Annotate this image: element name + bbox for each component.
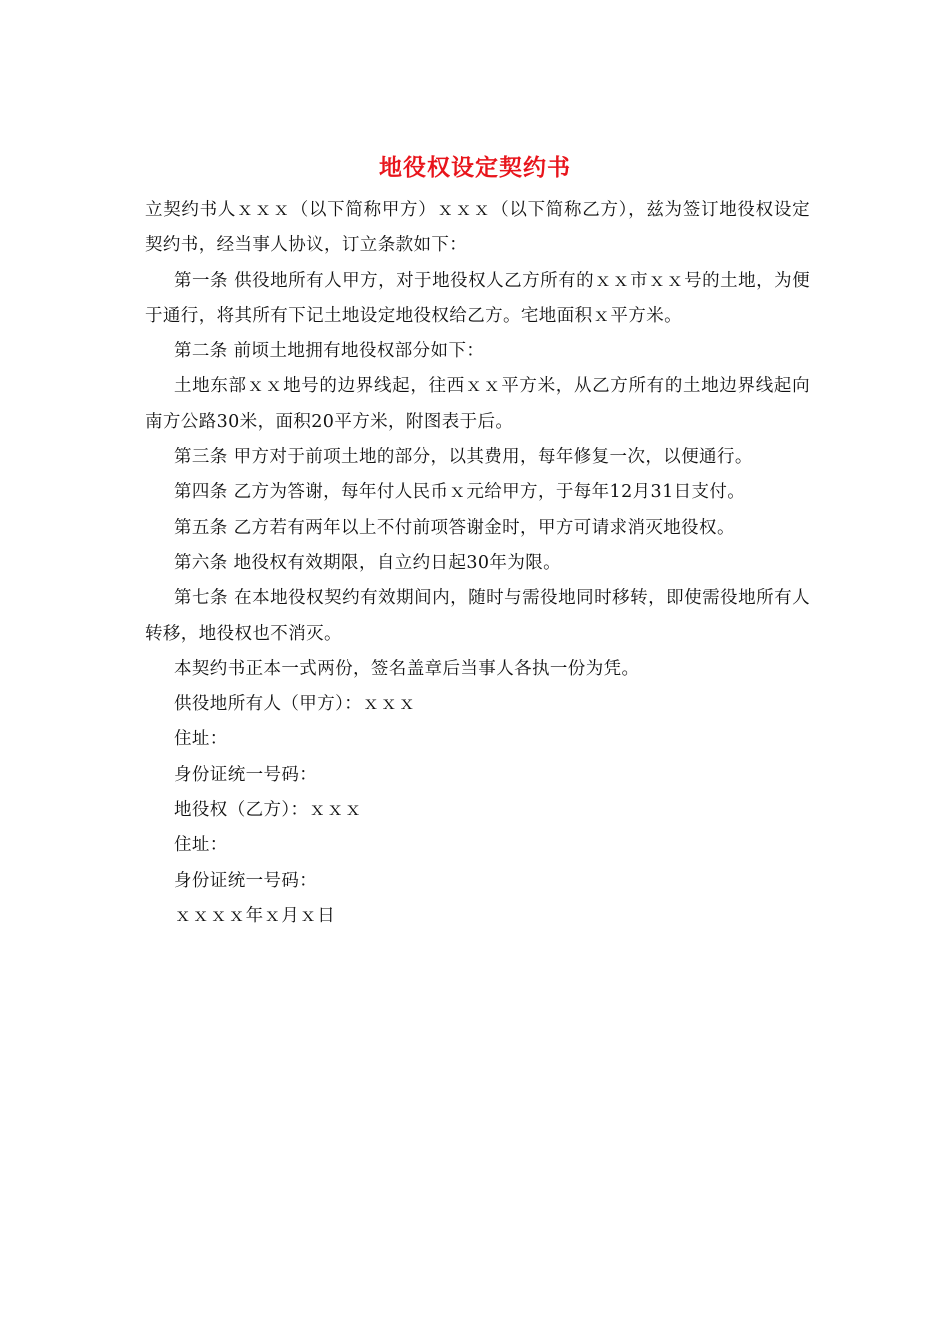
party-a-id-line: 身份证统一号码： <box>174 764 318 785</box>
article-5-paragraph: 第五条 乙方若有两年以上不付前项答谢金时，甲方可请求消灭地役权。 <box>174 517 735 538</box>
preamble-paragraph: 立契约书人ｘｘｘ（以下简称甲方）ｘｘｘ（以下简称乙方），兹为签订地役权设定契约书，经当事人协议，订立条款如下： <box>145 200 810 256</box>
article-1-paragraph: 第一条 供役地所有人甲方，对于地役权人乙方所有的ｘｘ市ｘｘ号的土地，为便于通行，将其所有下记土地设定地役权给乙方。宅地面积ｘ平方米。 <box>145 270 810 326</box>
party-b-address-line: 住址： <box>174 835 228 856</box>
document-title: 地役权设定契约书 <box>379 154 571 181</box>
article-3-paragraph: 第三条 甲方对于前项土地的部分，以其费用，每年修复一次，以便通行。 <box>174 447 753 468</box>
party-a-signature-line: 供役地所有人（甲方）：ｘｘｘ <box>174 694 416 715</box>
document-body <box>145 193 810 934</box>
date-line: ｘｘｘｘ年ｘ月ｘ日 <box>174 905 336 926</box>
article-7-paragraph: 第七条 在本地役权契约有效期间内，随时与需役地同时移转，即使需役地所有人转移，地役权也不消灭。 <box>145 588 810 644</box>
article-6-paragraph: 第六条 地役权有效期限，自立约日起30年为限。 <box>174 552 562 573</box>
party-b-id-line: 身份证统一号码： <box>174 870 318 891</box>
closing-paragraph: 本契约书正本一式两份，签名盖章后当事人各执一份为凭。 <box>174 658 640 679</box>
article-2-detail-paragraph: 土地东部ｘｘ地号的边界线起，往西ｘｘ平方米，从乙方所有的土地边界线起向南方公路30米，面积20平方米，附图表于后。 <box>145 376 810 432</box>
party-b-signature-line: 地役权（乙方）：ｘｘｘ <box>174 800 363 821</box>
article-4-paragraph: 第四条 乙方为答谢，每年付人民币ｘ元给甲方，于每年12月31日支付。 <box>174 482 746 503</box>
article-2-paragraph: 第二条 前顷土地拥有地役权部分如下： <box>174 341 485 362</box>
party-a-address-line: 住址： <box>174 729 228 750</box>
